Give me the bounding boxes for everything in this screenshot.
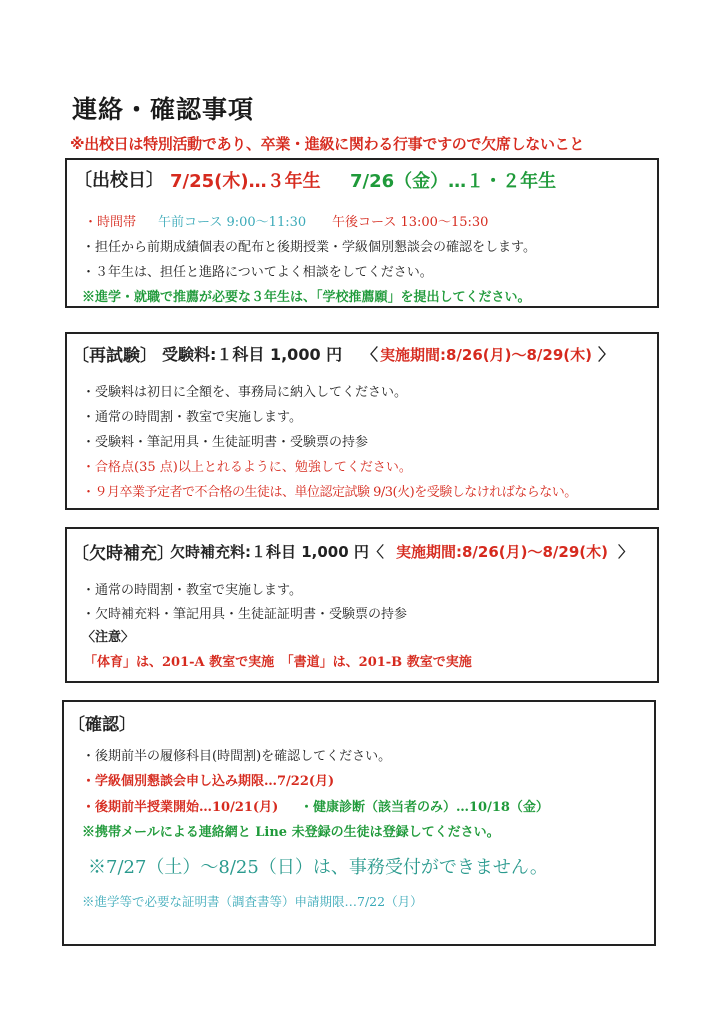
confirm-line-4: ※携帯メールによる連絡網と Line 未登録の生徒は登録してください。 <box>82 825 500 840</box>
attendance-line-1: ・担任から前期成績個表の配布と後期授業・学級個別懇談会の確認をします。 <box>82 240 536 255</box>
retest-line-1: ・受験料は初日に全額を、事務局に納入してください。 <box>82 385 408 400</box>
page-title: 連絡・確認事項 <box>72 95 255 124</box>
time-bullet: ・時間帯 <box>84 215 137 230</box>
attendance-date-grade12: 7/26（金）…１・２年生 <box>350 171 557 192</box>
retest-line-4: ・合格点(35 点)以上とれるように、勉強してください。 <box>82 460 412 475</box>
attendance-date-grade3: 7/25(木)…３年生 <box>170 171 321 192</box>
makeup-caution: 〈注意〉 <box>82 630 135 645</box>
attendance-warning: ※出校日は特別活動であり、卒業・進級に関わる行事ですので欠席しないこと <box>70 135 585 153</box>
makeup-bracket-close: 〉 <box>618 543 634 561</box>
retest-label: 〔再試験〕 <box>72 346 157 366</box>
pm-course: 午後コース 13:00～15:30 <box>332 215 489 230</box>
makeup-period: 実施期間:8/26(月)～8/29(木) <box>396 543 609 561</box>
confirm-label: 〔確認〕 <box>68 715 136 735</box>
confirm-line-3a: ・後期前半授業開始…10/21(月) <box>82 800 279 815</box>
retest-line-3: ・受験料・筆記用具・生徒証明書・受験票の持参 <box>82 435 369 450</box>
makeup-fee: 欠時補充料:１科目 1,000 円〈 <box>170 543 384 561</box>
attendance-line-2: ・３年生は、担任と進路についてよく相談をしてください。 <box>82 265 433 280</box>
retest-bracket-close: 〉 <box>598 345 615 364</box>
office-closed-notice: ※7/27（土）～8/25（日）は、事務受付ができません。 <box>88 857 548 878</box>
retest-fee: 受験料:１科目 1,000 円 <box>162 345 343 364</box>
makeup-label: 〔欠時補充〕 <box>72 544 174 564</box>
makeup-line-2: ・欠時補充料・筆記用具・生徒証証明書・受験票の持参 <box>82 607 408 622</box>
attendance-label: 〔出校日〕 <box>74 170 164 191</box>
retest-period: 実施期間:8/26(月)～8/29(木) <box>380 346 593 364</box>
certificate-deadline: ※進学等で必要な証明書（調査書等）申請期限…7/22（月） <box>82 894 423 909</box>
retest-line-5: ・９月卒業予定者で不合格の生徒は、単位認定試験 9/3(火)を受験しなければならない。 <box>82 485 577 500</box>
retest-bracket-open: 〈 <box>362 345 379 364</box>
am-course: 午前コース 9:00～11:30 <box>158 215 307 230</box>
confirm-line-2: ・学級個別懇談会申し込み期限…7/22(月) <box>82 774 335 789</box>
recommendation-note: ※進学・就職で推薦が必要な３年生は、「学校推薦願」を提出してください。 <box>82 290 531 305</box>
confirm-line-3b: ・健康診断（該当者のみ）…10/18（金） <box>300 800 549 815</box>
makeup-room-info: 「体育」は、201-A 教室で実施 「書道」は、201-B 教室で実施 <box>84 655 472 670</box>
retest-line-2: ・通常の時間割・教室で実施します。 <box>82 410 302 425</box>
makeup-line-1: ・通常の時間割・教室で実施します。 <box>82 583 302 598</box>
confirm-line-1: ・後期前半の履修科目(時間割)を確認してください。 <box>82 749 392 764</box>
